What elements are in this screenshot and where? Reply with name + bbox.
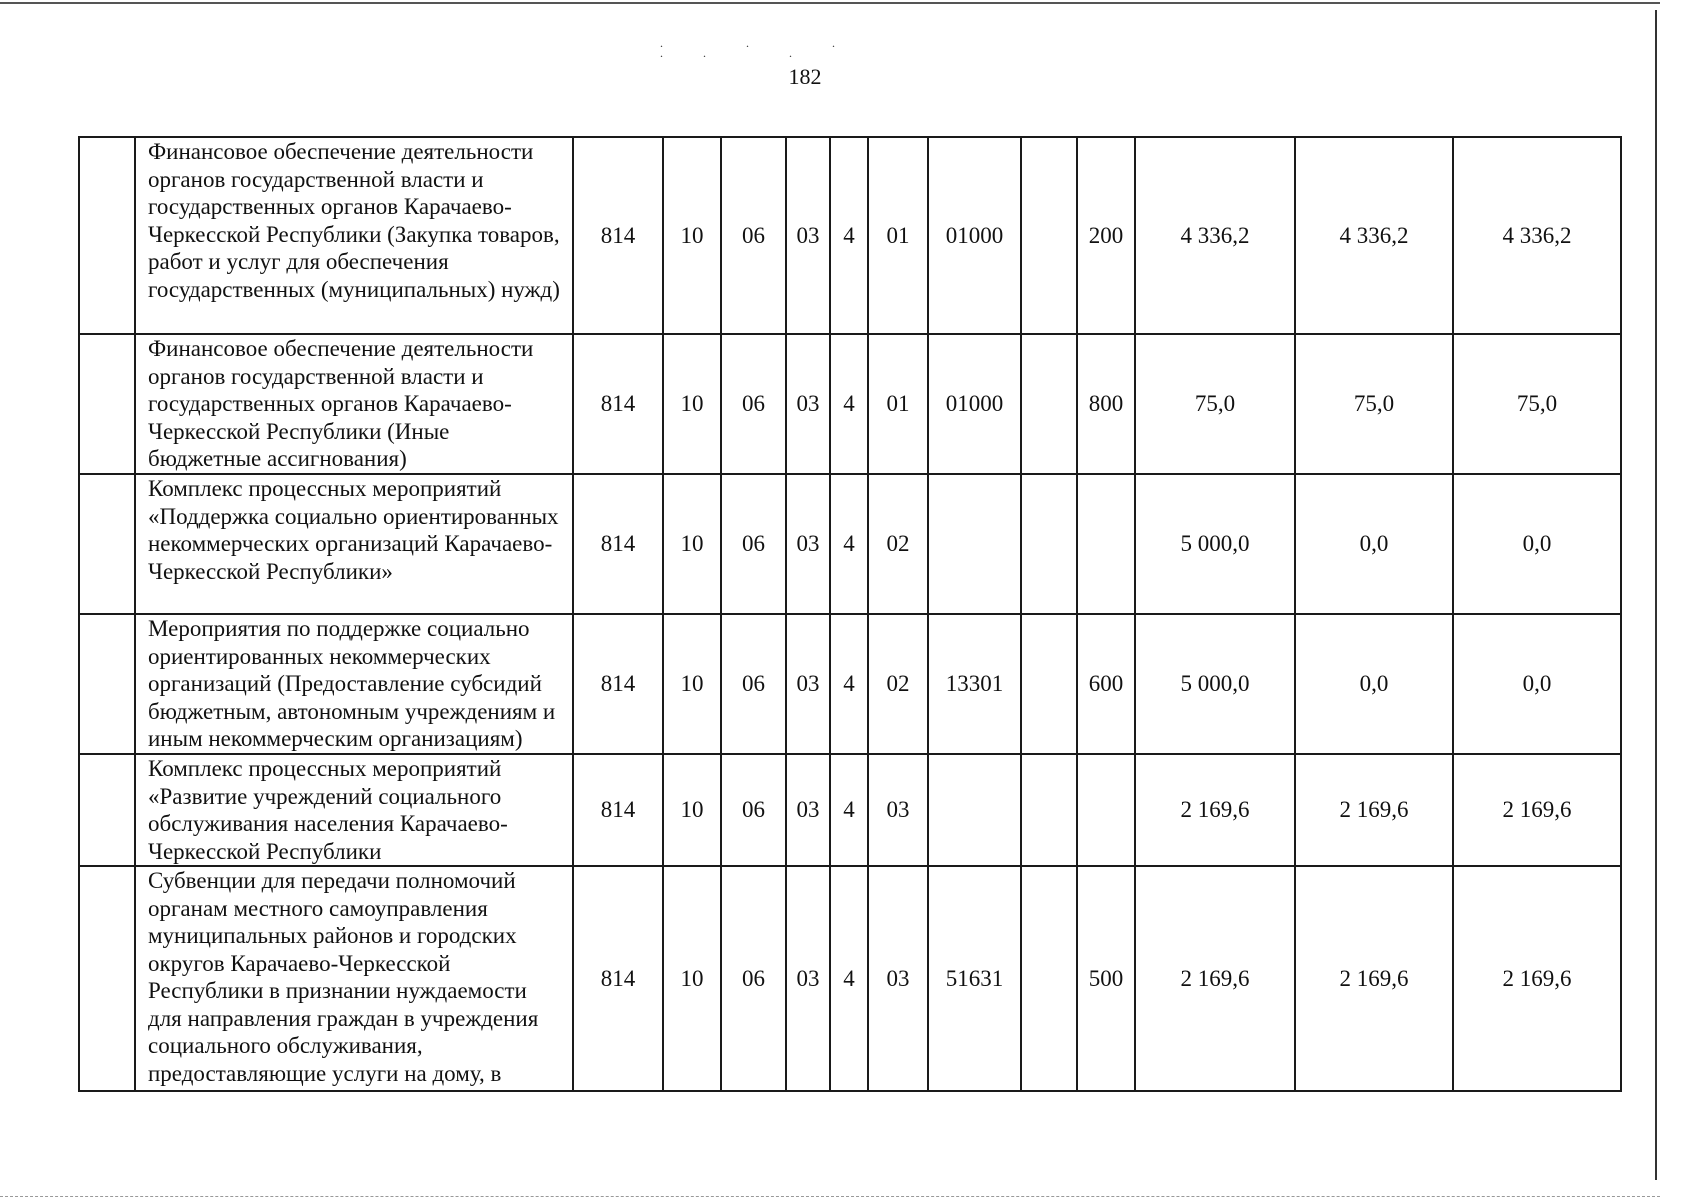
row-index-cell [79, 137, 135, 334]
code-extra [1021, 614, 1077, 754]
budget-table [78, 136, 1622, 1092]
amount-year-1: 2 169,6 [1135, 866, 1295, 1091]
code-program: 03 [786, 334, 830, 474]
row-index-cell [79, 474, 135, 614]
code-razdel: 10 [663, 866, 721, 1091]
table-row [79, 614, 1621, 754]
code-ved: 814 [573, 137, 663, 334]
code-program: 03 [786, 614, 830, 754]
code-podrazdel: 06 [721, 614, 786, 754]
code-razdel: 10 [663, 614, 721, 754]
scan-edge-right [1655, 10, 1657, 1180]
table-row [79, 754, 1621, 866]
code-type: 4 [830, 474, 868, 614]
amount-year-3: 2 169,6 [1453, 754, 1621, 866]
amount-year-2: 2 169,6 [1295, 866, 1453, 1091]
code-structure: 03 [868, 754, 928, 866]
code-vid-rashodov: 500 [1077, 866, 1135, 1091]
amount-year-2: 2 169,6 [1295, 754, 1453, 866]
code-ved: 814 [573, 866, 663, 1091]
code-extra [1021, 334, 1077, 474]
amount-year-3: 75,0 [1453, 334, 1621, 474]
row-index-cell [79, 614, 135, 754]
code-podrazdel: 06 [721, 334, 786, 474]
row-index-cell [79, 754, 135, 866]
row-name: Субвенции для передачи полномочий органам местного самоуправления муниципальных районов и городских округов Карачаево-Черкесской Республики в признании нуждаемости для направления граждан в учреждения социального обслуживания, предоставляющие услуги на дому, в [135, 866, 573, 1091]
amount-year-2: 4 336,2 [1295, 137, 1453, 334]
amount-year-3: 4 336,2 [1453, 137, 1621, 334]
code-ved: 814 [573, 754, 663, 866]
code-structure: 02 [868, 614, 928, 754]
code-extra [1021, 137, 1077, 334]
code-direction [928, 754, 1021, 866]
code-type: 4 [830, 137, 868, 334]
code-razdel: 10 [663, 137, 721, 334]
row-index-cell [79, 866, 135, 1091]
amount-year-2: 0,0 [1295, 614, 1453, 754]
page-number: 182 [788, 64, 822, 89]
code-direction: 01000 [928, 137, 1021, 334]
code-vid-rashodov [1077, 474, 1135, 614]
code-vid-rashodov [1077, 754, 1135, 866]
amount-year-3: 0,0 [1453, 474, 1621, 614]
amount-year-3: 2 169,6 [1453, 866, 1621, 1091]
code-podrazdel: 06 [721, 754, 786, 866]
code-program: 03 [786, 754, 830, 866]
row-index-cell [79, 334, 135, 474]
amount-year-1: 4 336,2 [1135, 137, 1295, 334]
code-vid-rashodov: 800 [1077, 334, 1135, 474]
code-structure: 01 [868, 334, 928, 474]
code-structure: 02 [868, 474, 928, 614]
amount-year-1: 5 000,0 [1135, 614, 1295, 754]
code-direction: 01000 [928, 334, 1021, 474]
code-podrazdel: 06 [721, 474, 786, 614]
code-razdel: 10 [663, 334, 721, 474]
code-podrazdel: 06 [721, 866, 786, 1091]
code-razdel: 10 [663, 754, 721, 866]
table-row [79, 474, 1621, 614]
code-razdel: 10 [663, 474, 721, 614]
row-name: Финансовое обеспечение деятельности органов государственной власти и государственных органов Карачаево-Черкесской Республики (Закупка товаров, работ и услуг для обеспечения государственных (муниципальных) нужд) [135, 137, 573, 334]
table-row [79, 137, 1621, 334]
scan-edge-top [0, 2, 1660, 4]
amount-year-1: 2 169,6 [1135, 754, 1295, 866]
table-row [79, 866, 1621, 1091]
code-direction: 13301 [928, 614, 1021, 754]
code-extra [1021, 754, 1077, 866]
code-type: 4 [830, 334, 868, 474]
code-vid-rashodov: 200 [1077, 137, 1135, 334]
code-program: 03 [786, 474, 830, 614]
scan-edge-bottom [0, 1196, 1660, 1197]
amount-year-2: 75,0 [1295, 334, 1453, 474]
code-structure: 03 [868, 866, 928, 1091]
code-extra [1021, 474, 1077, 614]
code-program: 03 [786, 137, 830, 334]
code-program: 03 [786, 866, 830, 1091]
row-name: Финансовое обеспечение деятельности органов государственной власти и государственных органов Карачаево-Черкесской Республики (Иные бюджетные ассигнования) [135, 334, 573, 474]
table-row [79, 334, 1621, 474]
amount-year-1: 75,0 [1135, 334, 1295, 474]
code-structure: 01 [868, 137, 928, 334]
code-podrazdel: 06 [721, 137, 786, 334]
code-type: 4 [830, 866, 868, 1091]
code-extra [1021, 866, 1077, 1091]
code-ved: 814 [573, 334, 663, 474]
code-vid-rashodov: 600 [1077, 614, 1135, 754]
code-ved: 814 [573, 614, 663, 754]
row-name: Комплекс процессных мероприятий «Развитие учреждений социального обслуживания населения Карачаево-Черкесской Республики [135, 754, 573, 866]
amount-year-1: 5 000,0 [1135, 474, 1295, 614]
scan-specks: . . . .. . [660, 36, 875, 60]
code-type: 4 [830, 614, 868, 754]
code-direction [928, 474, 1021, 614]
code-type: 4 [830, 754, 868, 866]
row-name: Мероприятия по поддержке социально ориентированных некоммерческих организаций (Предоставление субсидий бюджетным, автономным учреждениям и иным некоммерческим организациям) [135, 614, 573, 754]
code-ved: 814 [573, 474, 663, 614]
amount-year-2: 0,0 [1295, 474, 1453, 614]
amount-year-3: 0,0 [1453, 614, 1621, 754]
row-name: Комплекс процессных мероприятий «Поддержка социально ориентированных некоммерческих организаций Карачаево-Черкесской Республики» [135, 474, 573, 614]
code-direction: 51631 [928, 866, 1021, 1091]
